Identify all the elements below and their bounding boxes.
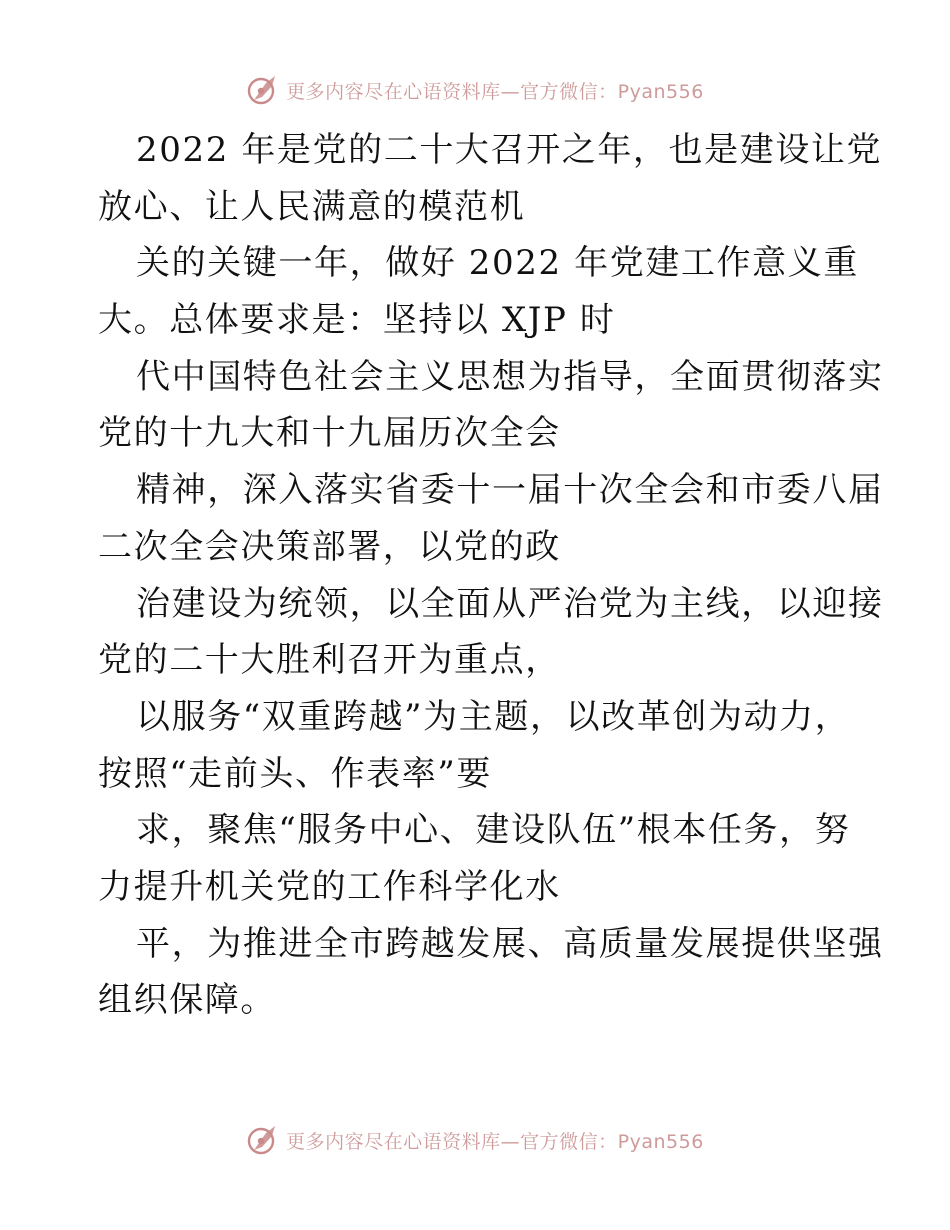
watermark-text: 更多内容尽在心语资料库—官方微信：Pyan556: [286, 1130, 704, 1153]
text-line: 大。总体要求是：坚持以 XJP 时: [98, 300, 616, 341]
text-line: 放心、让人民满意的模范机: [98, 186, 526, 227]
footer-watermark: [0, 1120, 950, 1160]
document-body: [98, 122, 884, 1029]
quill-pen-logo-icon: [246, 73, 280, 107]
quill-pen-logo-icon: [246, 1123, 280, 1157]
text-line: 治建设为统领，以全面从严治党为主线，以迎接: [136, 583, 884, 624]
text-line: 2022 年是党的二十大召开之年，也是建设让党: [136, 130, 883, 170]
watermark-text: 更多内容尽在心语资料库—官方微信：Pyan556: [286, 80, 704, 103]
text-line: 关的关键一年，做好 2022 年党建工作意义重: [136, 243, 859, 284]
header-watermark: [0, 70, 950, 110]
text-line: 以服务“双重跨越”为主题，以改革创为动力，: [136, 696, 851, 737]
text-line: 精神，深入落实省委十一届十次全会和市委八届: [136, 470, 884, 511]
text-line: 组织保障。: [98, 980, 276, 1021]
text-line: 平，为推进全市跨越发展、高质量发展提供坚强: [136, 923, 884, 964]
text-line: 党的二十大胜利召开为重点，: [98, 640, 561, 681]
text-line: 求，聚焦“服务中心、建设队伍”根本任务，努: [136, 810, 851, 851]
text-line: 按照“走前头、作表率”要: [98, 753, 492, 794]
text-line: 二次全会决策部署，以党的政: [98, 526, 561, 567]
text-line: 代中国特色社会主义思想为指导，全面贯彻落实: [136, 356, 884, 397]
text-line: 党的十九大和十九届历次全会: [98, 413, 561, 454]
text-line: 力提升机关党的工作科学化水: [98, 866, 561, 907]
